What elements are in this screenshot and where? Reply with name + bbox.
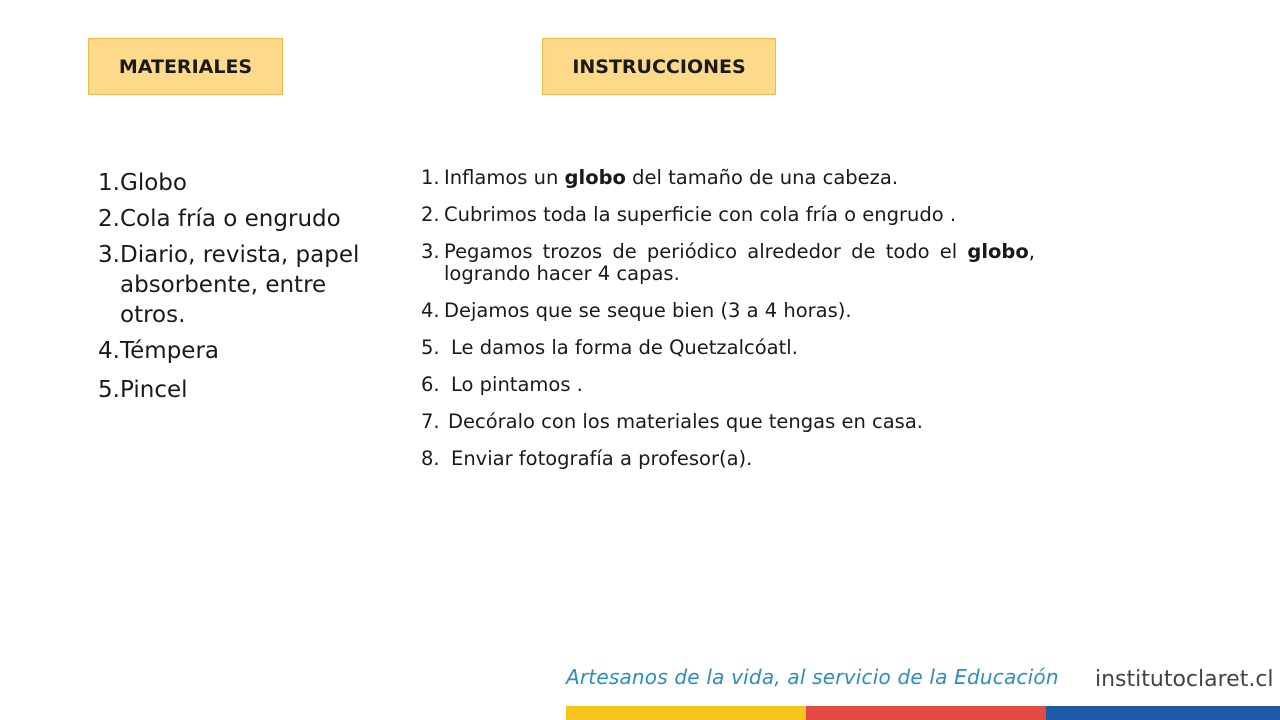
list-item	[98, 336, 388, 366]
materials-header: MATERIALES	[88, 38, 283, 95]
list-item	[421, 448, 1035, 470]
footer-stripe-red	[806, 706, 1046, 720]
step-number: 4.	[421, 299, 440, 322]
list-item	[98, 375, 388, 405]
step-text: Pegamos trozos de periódico alrededor de todo el globo, logrando hacer 4 capas.	[444, 240, 1035, 285]
item-number: 5.	[98, 377, 120, 403]
step-text: Lo pintamos .	[451, 373, 583, 396]
step-text: Cubrimos toda la superficie con cola fría o engrudo .	[444, 203, 957, 226]
bold-keyword: globo	[564, 166, 626, 189]
step-text: Enviar fotografía a profesor(a).	[451, 447, 753, 470]
step-text: Decóralo con los materiales que tengas en casa.	[448, 410, 923, 433]
step-number: 2.	[421, 203, 440, 226]
instructions-header: INSTRUCCIONES	[542, 38, 776, 95]
list-item	[98, 168, 388, 198]
item-text: Pincel	[120, 377, 188, 403]
list-item	[421, 167, 1035, 189]
footer-stripe-blue	[1046, 706, 1280, 720]
step-number: 7.	[421, 410, 440, 433]
item-number: 3.	[98, 242, 120, 268]
list-item	[421, 411, 1035, 433]
list-item	[421, 241, 1035, 285]
list-item	[421, 374, 1035, 396]
item-text: Cola fría o engrudo	[120, 206, 341, 232]
step-number: 5.	[421, 336, 440, 359]
bold-keyword: globo	[967, 240, 1029, 263]
materials-list	[98, 168, 388, 411]
item-number: 4.	[98, 338, 120, 364]
footer-slogan: Artesanos de la vida, al servicio de la Educación	[566, 665, 1059, 689]
item-text: Témpera	[120, 338, 219, 364]
step-number: 1.	[421, 166, 440, 189]
step-number: 3.	[421, 240, 440, 263]
item-text: Diario, revista, papel absorbente, entre otros.	[120, 242, 360, 328]
list-item	[421, 300, 1035, 322]
list-item	[421, 204, 1035, 226]
list-item	[98, 204, 388, 234]
footer-website: institutoclaret.cl	[1095, 667, 1274, 692]
step-number: 6.	[421, 373, 440, 396]
step-number: 8.	[421, 447, 440, 470]
item-text: Globo	[120, 170, 187, 196]
step-text: Dejamos que se seque bien (3 a 4 horas).	[444, 299, 852, 322]
list-item	[421, 337, 1035, 359]
list-item	[98, 240, 388, 330]
item-number: 1.	[98, 170, 120, 196]
step-text: Le damos la forma de Quetzalcóatl.	[451, 336, 798, 359]
step-text: Inflamos un globo del tamaño de una cabeza.	[444, 166, 899, 189]
item-number: 2.	[98, 206, 120, 232]
instructions-list	[421, 167, 1035, 485]
footer-stripe-yellow	[566, 706, 806, 720]
